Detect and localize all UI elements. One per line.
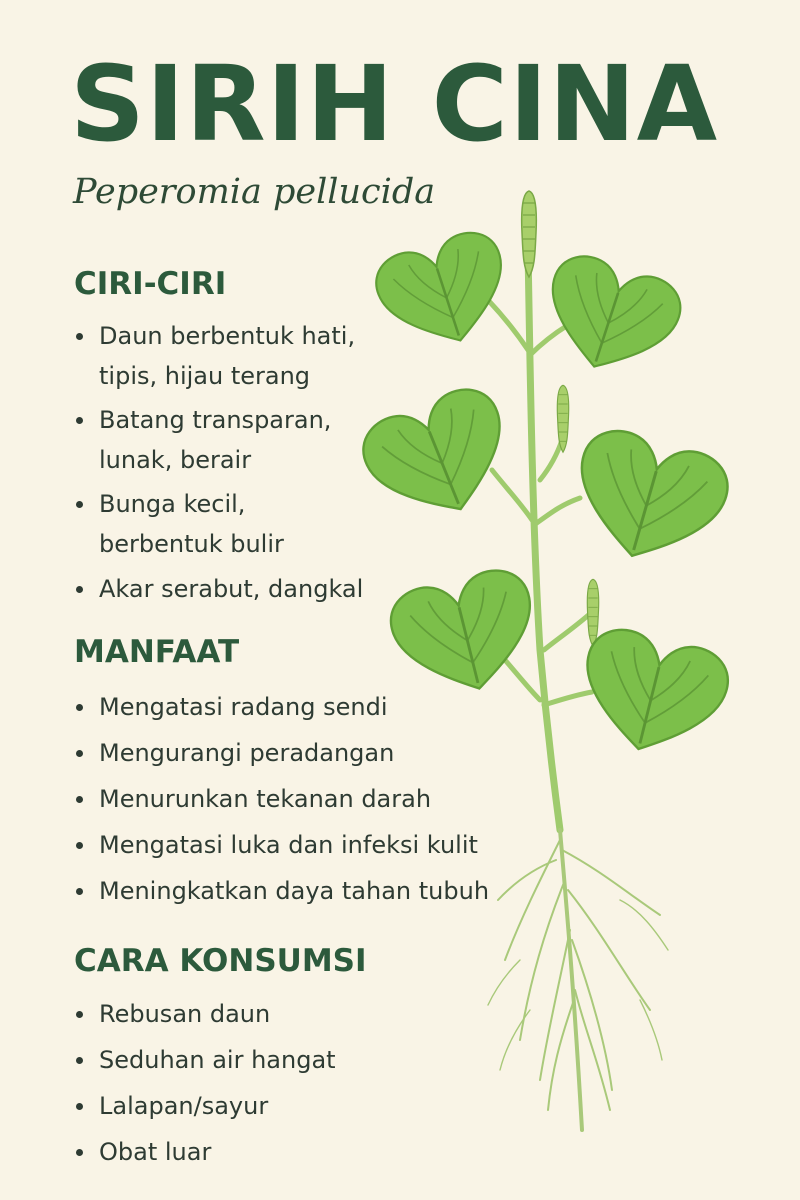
- list-item: [74, 993, 336, 1035]
- list-item-text: Mengurangi peradangan: [99, 739, 395, 767]
- list-item-text: Lalapan/sayur: [99, 1092, 269, 1120]
- list-item-text: Batang transparan, lunak, berair: [99, 406, 332, 474]
- list-item-text: Seduhan air hangat: [99, 1046, 336, 1074]
- bullet-dot: [76, 796, 83, 803]
- list-item: [74, 1131, 336, 1173]
- bullet-dot: [76, 888, 83, 895]
- list-item: [74, 1085, 336, 1127]
- list-item-text: Rebusan daun: [99, 1000, 271, 1028]
- section-heading-manfaat: MANFAAT: [74, 634, 240, 670]
- list-item-text: Mengatasi radang sendi: [99, 693, 388, 721]
- bullet-dot: [76, 586, 83, 593]
- list-item-text: Akar serabut, dangkal: [99, 575, 364, 603]
- ciri-list: [74, 316, 399, 610]
- cara-list: [74, 993, 336, 1173]
- flower-spike: [522, 191, 537, 277]
- bullet-dot: [76, 1011, 83, 1018]
- plant-stem: [528, 250, 560, 830]
- bullet-dot: [76, 842, 83, 849]
- section-heading-cara: CARA KONSUMSI: [74, 943, 367, 979]
- list-item: [74, 316, 399, 396]
- flower-spike: [557, 385, 568, 452]
- bullet-dot: [76, 417, 83, 424]
- bullet-dot: [76, 1057, 83, 1064]
- plant-illustration: [360, 180, 760, 1140]
- scientific-name: Peperomia pellucida: [73, 172, 436, 212]
- list-item-text: Mengatasi luka dan infeksi kulit: [99, 831, 478, 859]
- list-item: [74, 400, 369, 480]
- poster-title: SIRIH CINA: [70, 43, 719, 165]
- leaf: [561, 422, 736, 576]
- bullet-dot: [76, 501, 83, 508]
- roots: [488, 830, 668, 1130]
- list-item: [74, 484, 329, 564]
- bullet-dot: [76, 1103, 83, 1110]
- leaf: [369, 225, 521, 360]
- bullet-dot: [76, 750, 83, 757]
- leaf: [532, 248, 688, 387]
- section-heading-ciri: CIRI-CIRI: [74, 266, 227, 302]
- list-item-text: Obat luar: [99, 1138, 212, 1166]
- list-item-text: Meningkatkan daya tahan tubuh: [99, 877, 490, 905]
- list-item: [74, 568, 399, 610]
- bullet-dot: [76, 704, 83, 711]
- list-item-text: Daun berbentuk hati, tipis, hijau terang: [99, 322, 356, 390]
- bullet-dot: [76, 333, 83, 340]
- leaf: [360, 379, 526, 535]
- list-item-text: Bunga kecil, berbentuk bulir: [99, 490, 284, 558]
- list-item: [74, 1039, 336, 1081]
- leaf: [570, 622, 735, 766]
- list-item-text: Menurunkan tekanan darah: [99, 785, 432, 813]
- flower-spike: [587, 579, 598, 646]
- bullet-dot: [76, 1149, 83, 1156]
